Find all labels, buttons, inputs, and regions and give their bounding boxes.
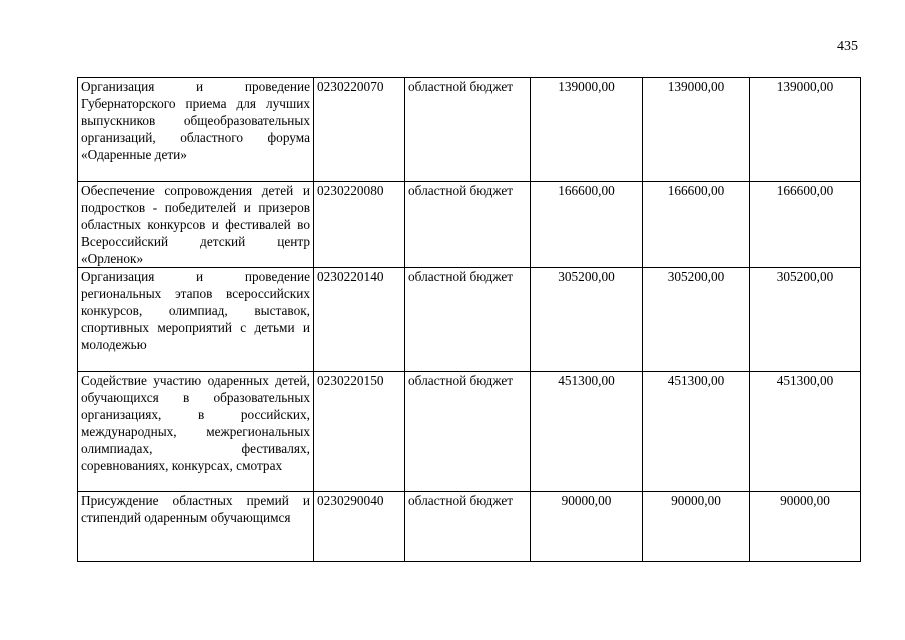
measure-name-cell: Организация и проведение Губернаторского приема для лучших выпускников общеобразовательных организаций, областного форума «Одаренные дети»	[78, 78, 314, 182]
table-row	[78, 372, 861, 492]
page-number: 435	[837, 39, 858, 54]
funding-source-cell: областной бюджет	[405, 78, 531, 182]
table-row	[78, 78, 861, 182]
budget-code-cell: 0230220140	[314, 268, 405, 372]
amount-year-1-cell: 139000,00	[531, 78, 643, 182]
table-row	[78, 182, 861, 268]
table-row	[78, 268, 861, 372]
amount-year-3-cell: 451300,00	[750, 372, 861, 492]
amount-year-1-cell: 305200,00	[531, 268, 643, 372]
amount-year-2-cell: 90000,00	[643, 492, 750, 562]
funding-source-cell: областной бюджет	[405, 268, 531, 372]
budget-code-cell: 0230220150	[314, 372, 405, 492]
amount-year-3-cell: 139000,00	[750, 78, 861, 182]
funding-source-cell: областной бюджет	[405, 182, 531, 268]
budget-code-cell: 0230290040	[314, 492, 405, 562]
measure-name-cell: Присуждение областных премий и стипендий одаренным обучающимся	[78, 492, 314, 562]
amount-year-2-cell: 451300,00	[643, 372, 750, 492]
amount-year-1-cell: 90000,00	[531, 492, 643, 562]
amount-year-3-cell: 166600,00	[750, 182, 861, 268]
budget-table	[77, 77, 861, 562]
amount-year-1-cell: 166600,00	[531, 182, 643, 268]
budget-code-cell: 0230220080	[314, 182, 405, 268]
funding-source-cell: областной бюджет	[405, 492, 531, 562]
amount-year-2-cell: 305200,00	[643, 268, 750, 372]
table-row	[78, 492, 861, 562]
amount-year-2-cell: 139000,00	[643, 78, 750, 182]
amount-year-1-cell: 451300,00	[531, 372, 643, 492]
measure-name-cell: Обеспечение сопровождения детей и подростков - победителей и призеров областных конкурсов и фестивалей во Всероссийский детский центр «Орленок»	[78, 182, 314, 268]
amount-year-3-cell: 90000,00	[750, 492, 861, 562]
funding-source-cell: областной бюджет	[405, 372, 531, 492]
measure-name-cell: Содействие участию одаренных детей, обучающихся в образовательных организациях, в российских, международных, межрегиональных олимпиадах, фестивалях, соревнованиях, конкурсах, смотрах	[78, 372, 314, 492]
amount-year-2-cell: 166600,00	[643, 182, 750, 268]
amount-year-3-cell: 305200,00	[750, 268, 861, 372]
budget-code-cell: 0230220070	[314, 78, 405, 182]
measure-name-cell: Организация и проведение региональных этапов всероссийских конкурсов, олимпиад, выставок, спортивных мероприятий с детьми и молодежью	[78, 268, 314, 372]
